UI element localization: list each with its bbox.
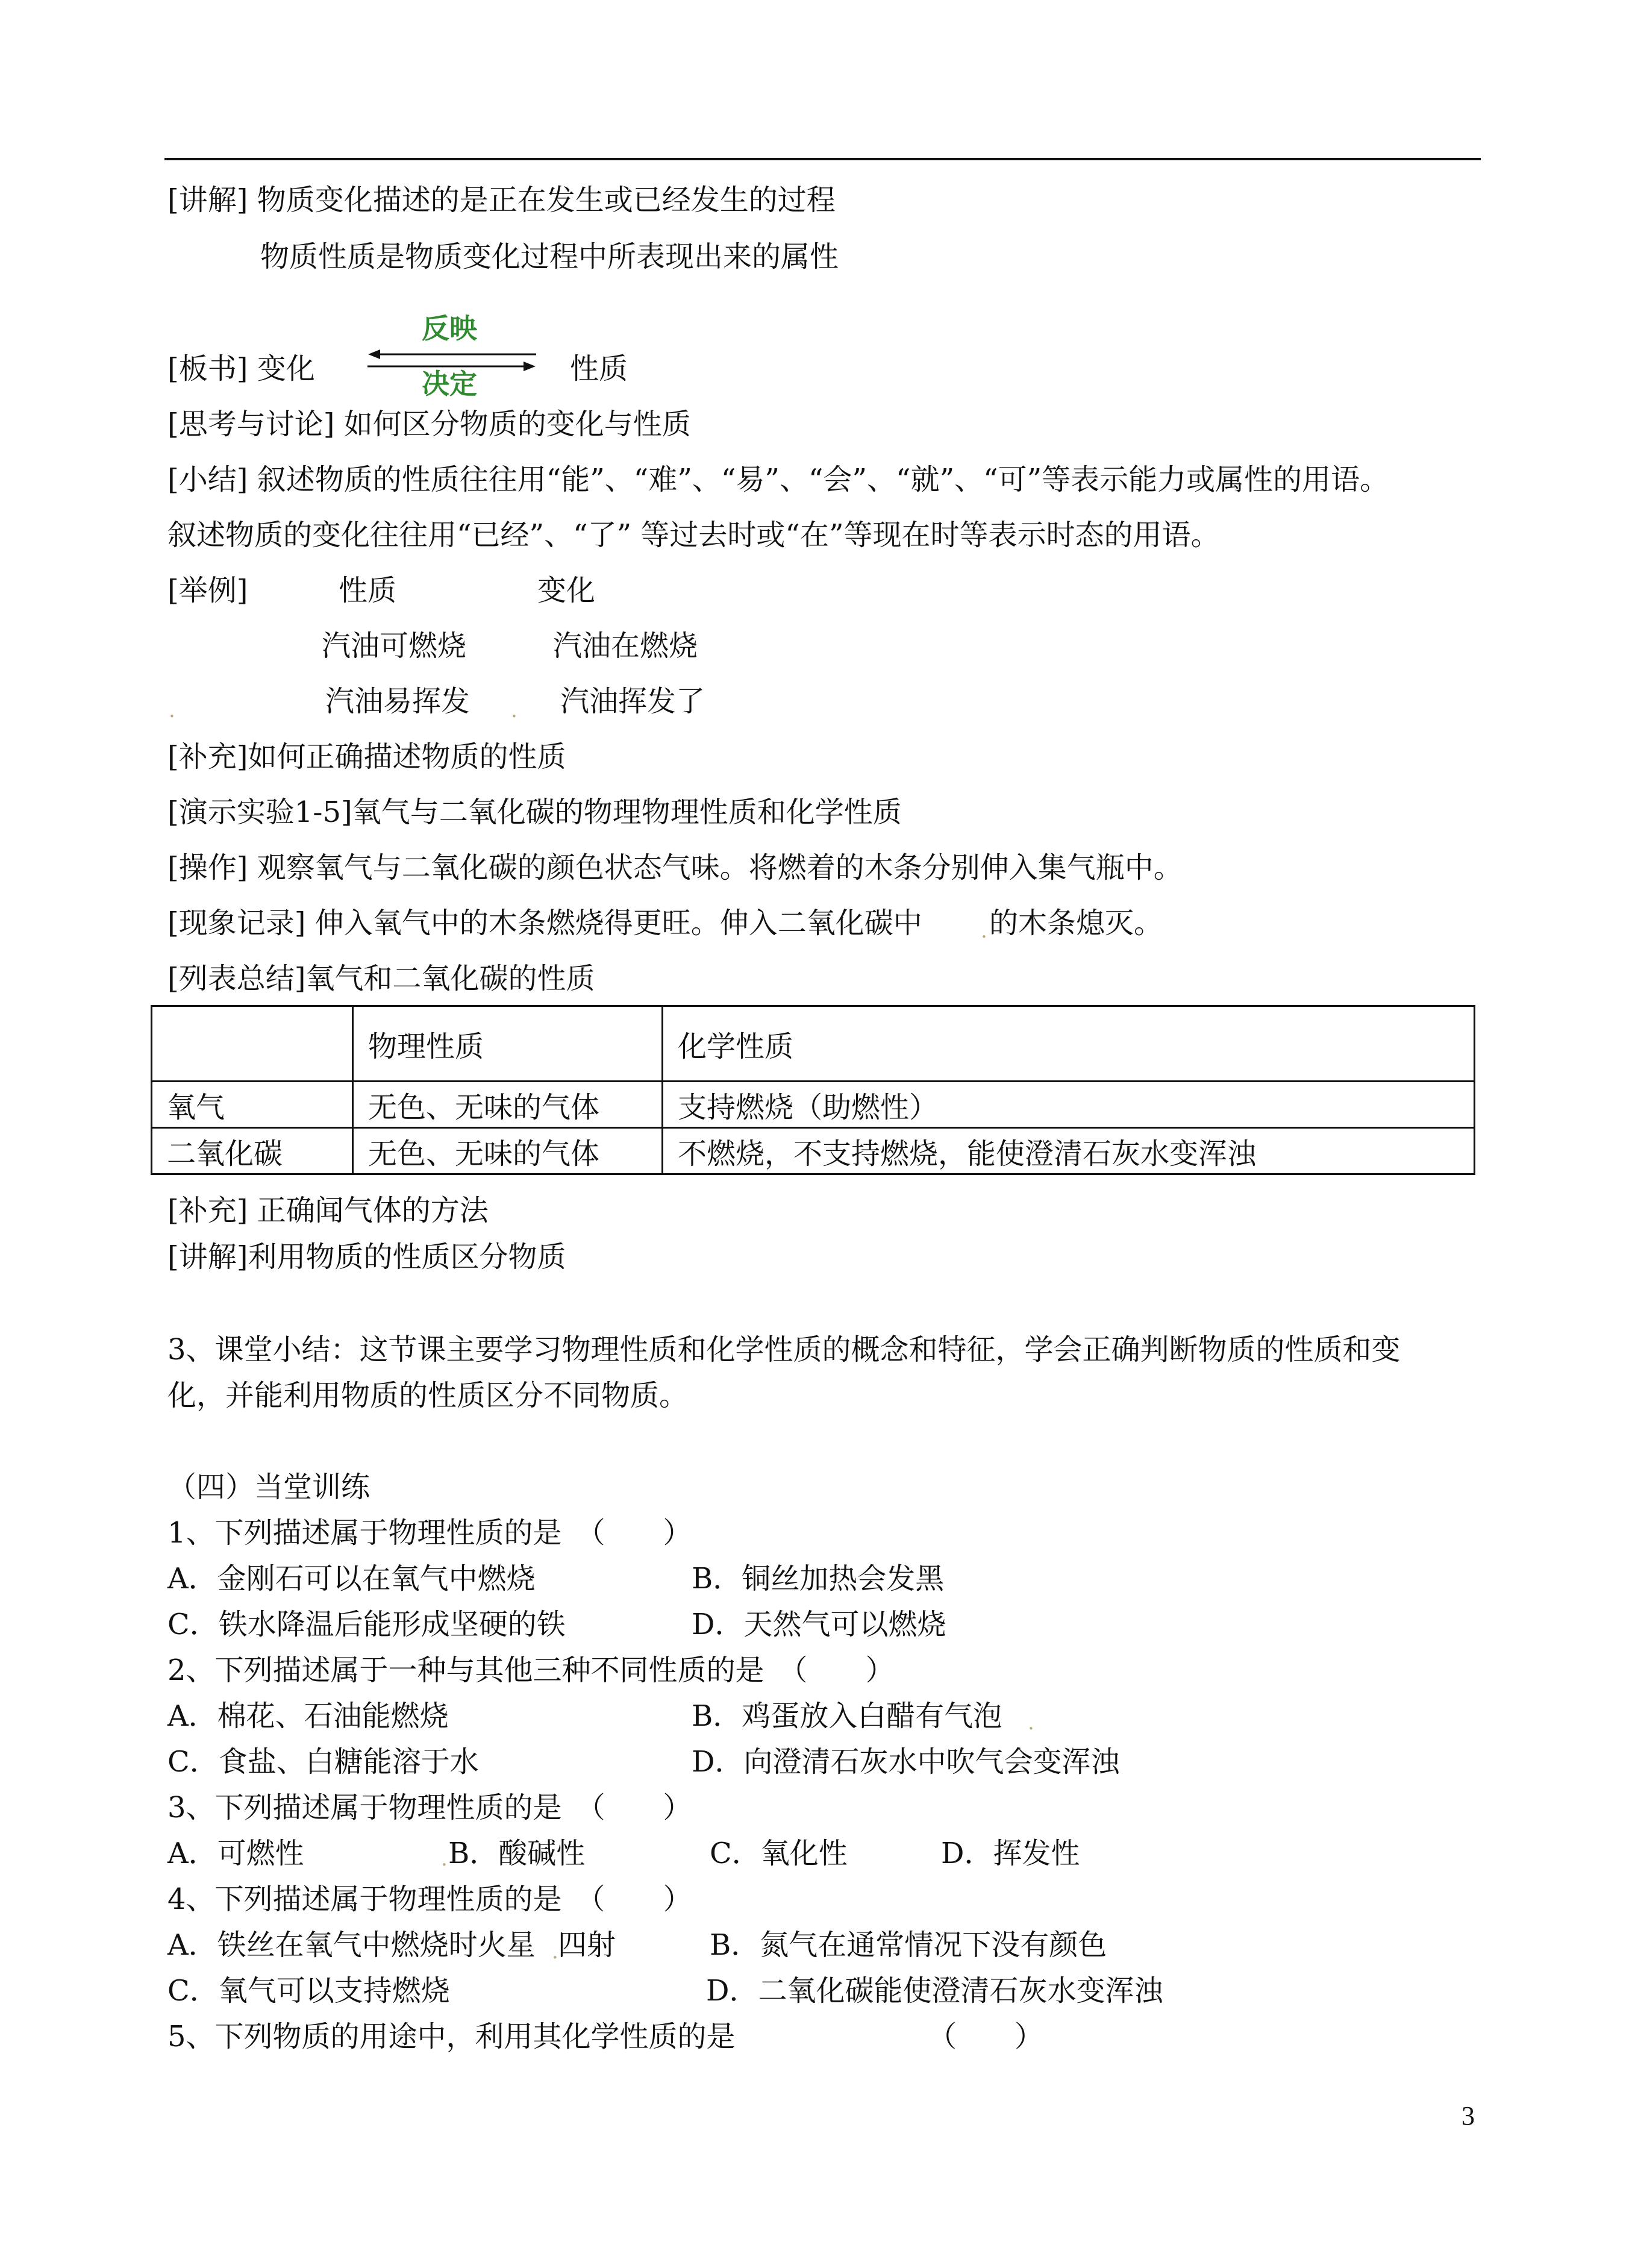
stray-dot: . <box>1028 1711 1034 1735</box>
example-1b: 汽油在燃烧 <box>553 629 698 663</box>
question-4-option-a-part2: 四射 <box>558 1928 616 1962</box>
properties-table <box>151 1005 1475 1175</box>
question-5: 5、下列物质的用途中，利用其化学性质的是 <box>167 2020 736 2053</box>
stray-dot: . <box>441 1847 448 1871</box>
question-3-option-c: C．氧化性 <box>710 1837 848 1870</box>
table-intro-line: [列表总结]氧气和二氧化碳的性质 <box>167 962 595 995</box>
question-1-option-c: C．铁水降温后能形成坚硬的铁 <box>167 1608 566 1641</box>
stray-dot: . <box>552 1940 558 1964</box>
question-3-option-a: A．可燃性 <box>167 1837 304 1870</box>
table-cell: 无色、无味的气体 <box>353 1128 663 1174</box>
example-label: [举例] <box>167 574 248 607</box>
header-rule <box>164 158 1481 160</box>
table-cell: 无色、无味的气体 <box>353 1082 663 1128</box>
page-number: 3 <box>1461 2101 1475 2131</box>
board-label: [板书] 变化 <box>167 352 315 386</box>
lecture-line-3: [讲解]利用物质的性质区分物质 <box>167 1240 566 1274</box>
question-2-option-b: B．鸡蛋放入白醋有气泡 <box>692 1699 1002 1733</box>
question-4-option-c: C．氧气可以支持燃烧 <box>167 1974 450 2008</box>
question-2-option-a: A．棉花、石油能燃烧 <box>167 1699 449 1733</box>
table-cell: 氧气 <box>152 1082 353 1128</box>
supplement-line-2: [补充] 正确闻气体的方法 <box>167 1194 489 1227</box>
table-row <box>152 1082 1475 1128</box>
observation-line-part1: [现象记录] 伸入氧气中的木条燃烧得更旺。伸入二氧化碳中 <box>167 906 922 940</box>
table-row <box>152 1128 1475 1174</box>
question-4-option-a-part1: A．铁丝在氧气中燃烧时火星 <box>167 1928 536 1962</box>
table-cell: 支持燃烧（助燃性） <box>663 1082 1475 1128</box>
table-cell: 二氧化碳 <box>152 1128 353 1174</box>
question-2: 2、下列描述属于一种与其他三种不同性质的是 （ ） <box>167 1653 895 1687</box>
example-1a: 汽油可燃烧 <box>322 629 467 663</box>
question-1-option-d: D．天然气可以燃烧 <box>692 1608 946 1641</box>
stray-dot: . <box>511 698 517 722</box>
discussion-line: [思考与讨论] 如何区分物质的变化与性质 <box>167 407 691 441</box>
operation-line: [操作] 观察氧气与二氧化碳的颜色状态气味。将燃着的木条分别伸入集气瓶中。 <box>167 851 1183 885</box>
table-cell: 不燃烧，不支持燃烧，能使澄清石灰水变浑浊 <box>663 1128 1475 1174</box>
experiment-line: [演示实验1-5]氧气与二氧化碳的物理物理性质和化学性质 <box>167 795 902 829</box>
question-4: 4、下列描述属于物理性质的是 （ ） <box>167 1882 692 1916</box>
question-2-option-c: C．食盐、白糖能溶于水 <box>167 1745 479 1779</box>
question-3: 3、下列描述属于物理性质的是 （ ） <box>167 1791 692 1825</box>
question-1-option-b: B．铜丝加热会发黑 <box>692 1562 945 1596</box>
table-header-cell: 物理性质 <box>353 1006 663 1082</box>
practice-heading: （四）当堂训练 <box>167 1470 370 1504</box>
question-4-option-d: D．二氧化碳能使澄清石灰水变浑浊 <box>706 1974 1163 2008</box>
class-summary-line-1: 3、课堂小结：这节课主要学习物理性质和化学性质的概念和特征，学会正确判断物质的性质和变 <box>167 1333 1401 1367</box>
question-3-option-b: B．酸碱性 <box>448 1837 586 1870</box>
arrow-bottom-label: 决定 <box>422 368 477 400</box>
lecture-line-1: [讲解] 物质变化描述的是正在发生或已经发生的过程 <box>167 183 836 217</box>
table-header-row <box>152 1006 1475 1082</box>
lecture-line-2: 物质性质是物质变化过程中所表现出来的属性 <box>260 240 839 274</box>
example-col-property: 性质 <box>339 574 397 607</box>
summary-line-2: 叙述物质的变化往往用“已经”、“了” 等过去时或“在”等现在时等表示时态的用语。 <box>167 518 1220 552</box>
board-right: 性质 <box>570 352 628 386</box>
stray-dot: . <box>981 919 987 943</box>
arrow-top-label: 反映 <box>422 312 477 345</box>
question-1: 1、下列描述属于物理性质的是 （ ） <box>167 1516 692 1550</box>
stray-dot: . <box>169 698 175 722</box>
question-4-option-b: B．氮气在通常情况下没有颜色 <box>710 1928 1107 1962</box>
question-2-option-d: D．向澄清石灰水中吹气会变浑浊 <box>692 1745 1120 1779</box>
table-header-cell <box>152 1006 353 1082</box>
supplement-line-1: [补充]如何正确描述物质的性质 <box>167 740 566 774</box>
example-2a: 汽油易挥发 <box>325 684 470 718</box>
table-header-cell: 化学性质 <box>663 1006 1475 1082</box>
example-2b: 汽油挥发了 <box>560 684 705 718</box>
question-5-answer-paren: （ ） <box>928 2020 1044 2053</box>
summary-line-1: [小结] 叙述物质的性质往往用“能”、“难”、“易”、“会”、“就”、“可”等表示能力或属性的用语。 <box>167 463 1389 497</box>
example-col-change: 变化 <box>537 574 596 607</box>
question-3-option-d: D．挥发性 <box>941 1837 1080 1870</box>
question-1-option-a: A．金刚石可以在氧气中燃烧 <box>167 1562 536 1596</box>
observation-line-part2: 的木条熄灭。 <box>989 906 1163 940</box>
class-summary-line-2: 化，并能利用物质的性质区分不同物质。 <box>167 1379 689 1412</box>
